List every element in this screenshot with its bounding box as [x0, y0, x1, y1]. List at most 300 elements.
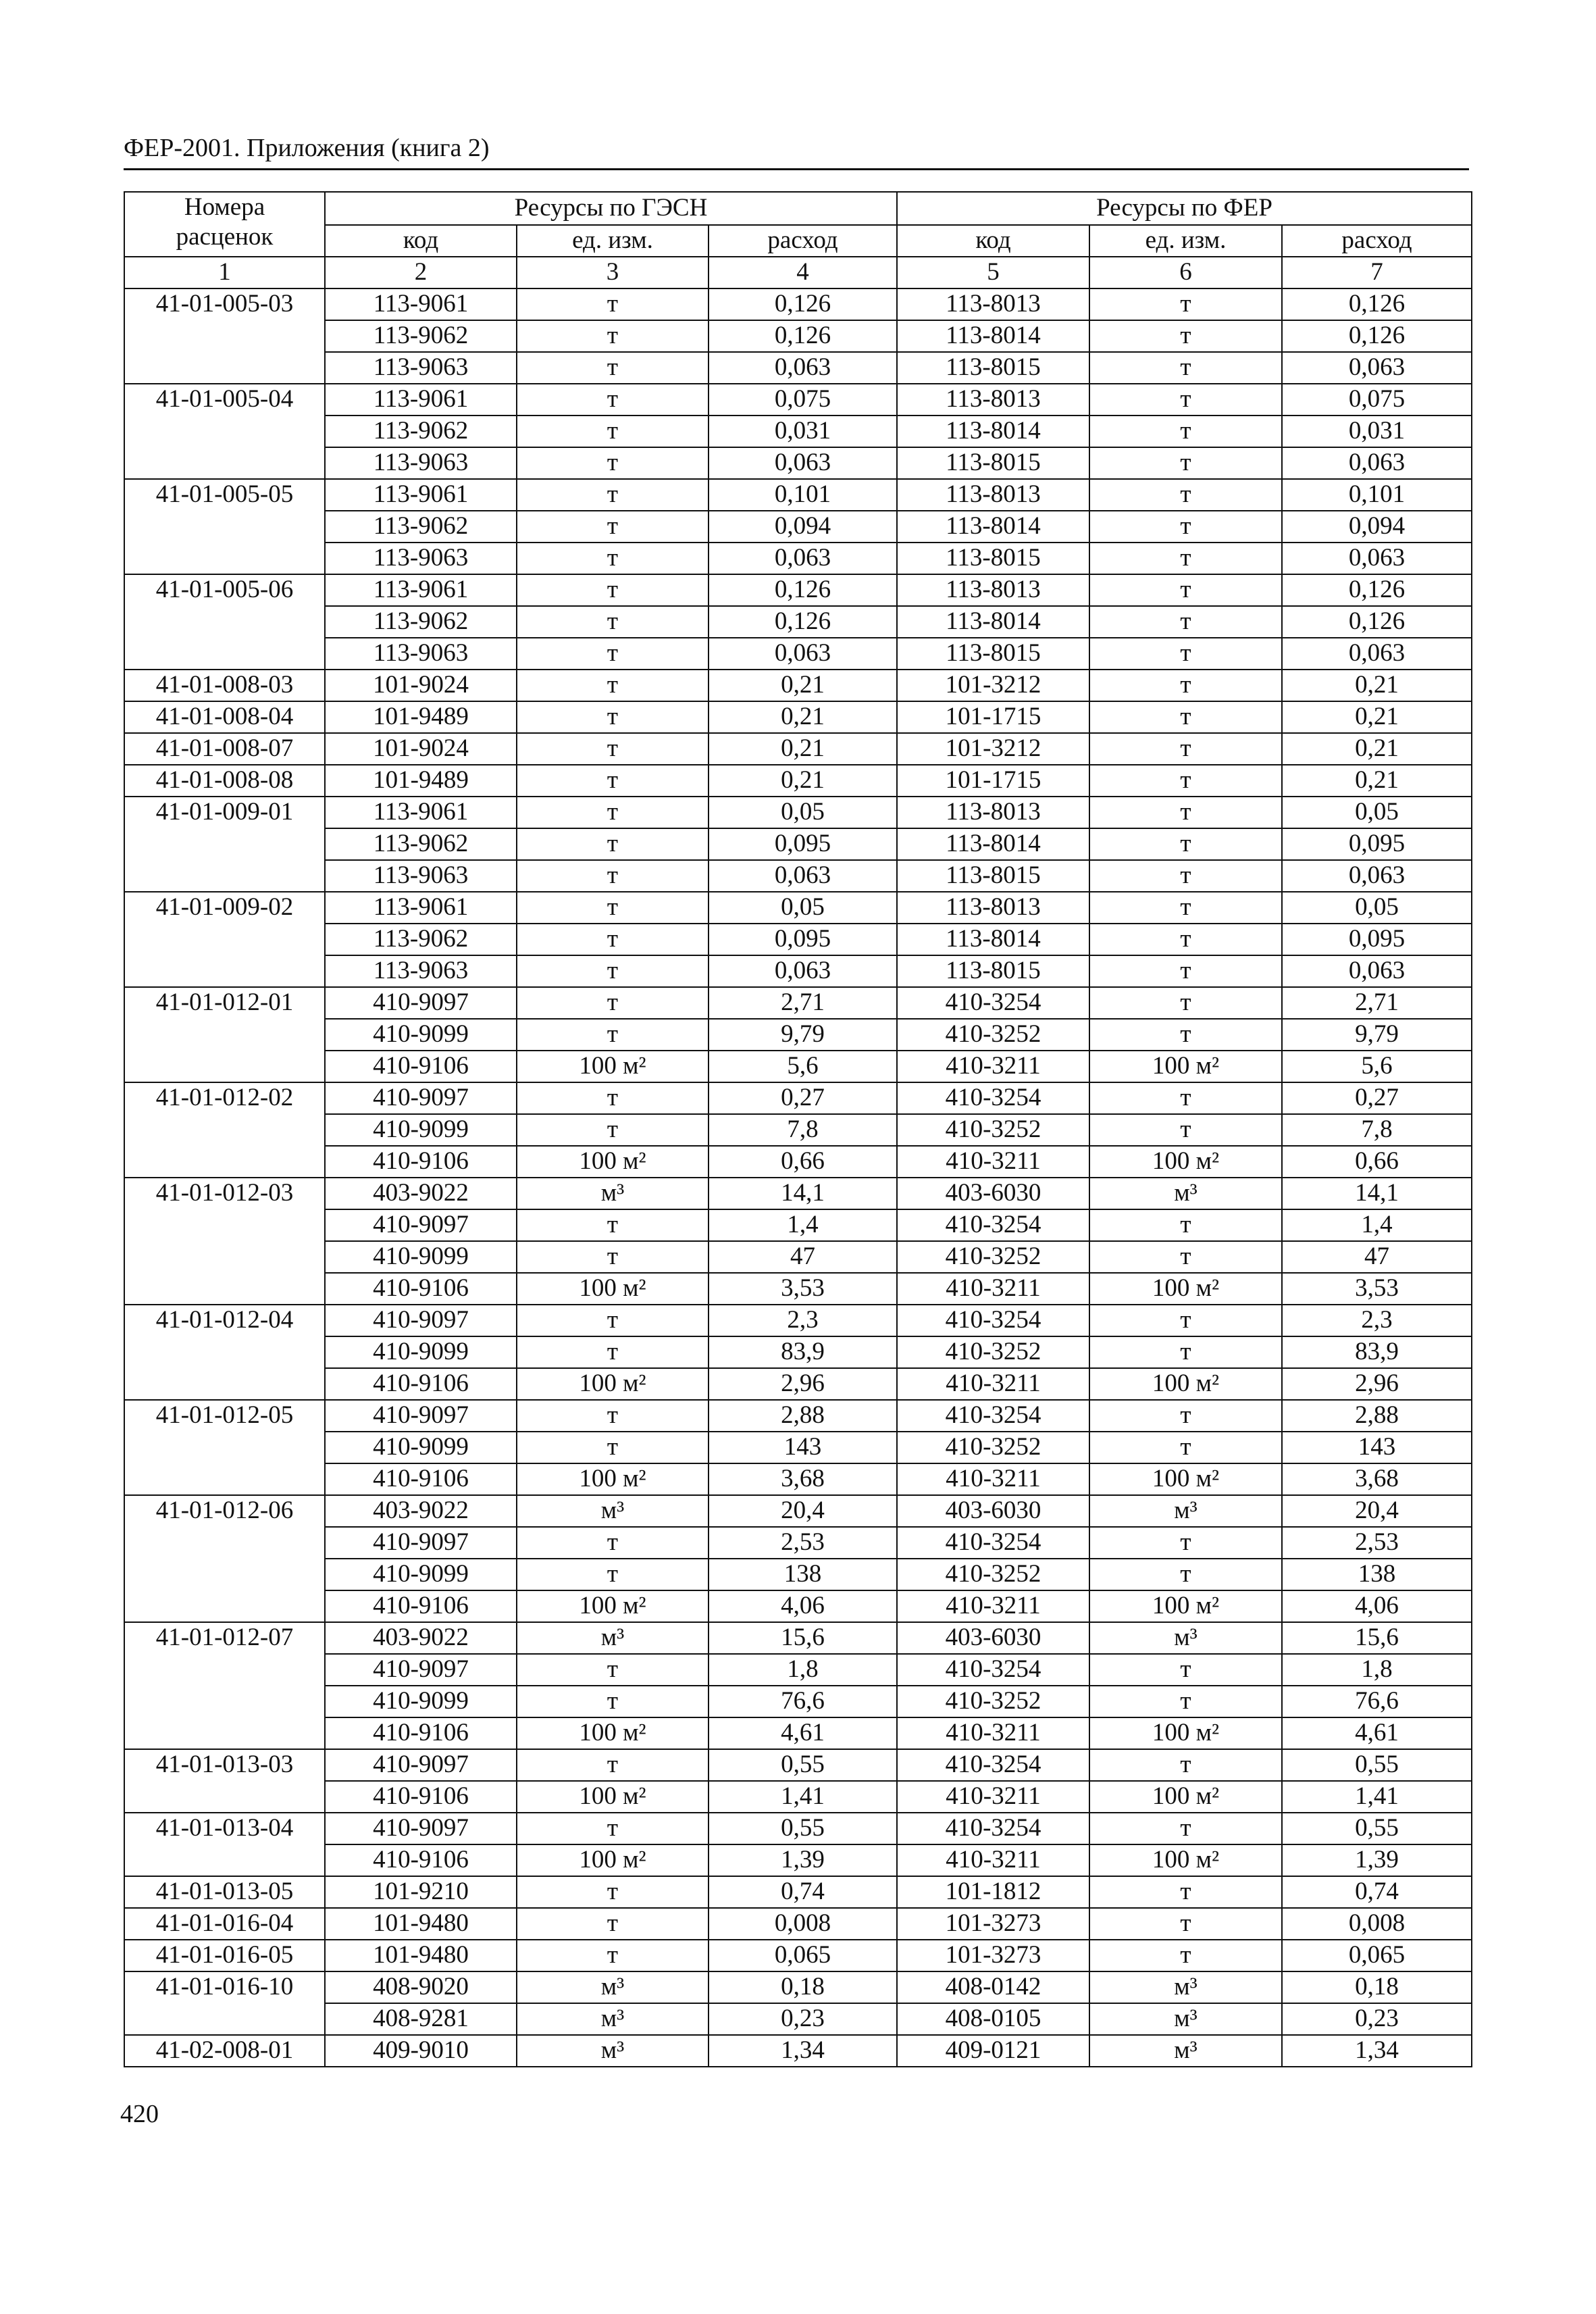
gesn-unit-cell: т — [517, 1209, 709, 1241]
fer-code-cell: 113-8014 — [897, 924, 1089, 955]
fer-code-cell: 113-8015 — [897, 860, 1089, 892]
fer-unit-cell: м³ — [1089, 1495, 1282, 1527]
gesn-amount-cell: 4,06 — [709, 1590, 897, 1622]
table-row — [124, 511, 1472, 543]
column-number: 7 — [1282, 257, 1472, 288]
fer-code-cell: 113-8015 — [897, 543, 1089, 574]
table-row — [124, 1495, 1472, 1527]
gesn-amount-cell: 76,6 — [709, 1686, 897, 1717]
fer-unit-cell: 100 м² — [1089, 1146, 1282, 1178]
fer-code-cell: 410-3254 — [897, 1749, 1089, 1781]
fer-amount-cell: 3,53 — [1282, 1273, 1472, 1305]
fer-code-cell: 410-3252 — [897, 1432, 1089, 1463]
table-row — [124, 1051, 1472, 1082]
gesn-unit-cell: т — [517, 447, 709, 479]
gesn-code-cell: 409-9010 — [325, 2035, 517, 2067]
rate-number-cell: 41-01-009-02 — [124, 892, 325, 987]
fer-amount-cell: 0,095 — [1282, 828, 1472, 860]
fer-unit-cell: т — [1089, 543, 1282, 574]
fer-code-cell: 101-1812 — [897, 1876, 1089, 1908]
gesn-code-cell: 410-9106 — [325, 1146, 517, 1178]
rate-number-cell: 41-01-012-05 — [124, 1400, 325, 1495]
table-row — [124, 670, 1472, 701]
gesn-unit-cell: т — [517, 670, 709, 701]
gesn-amount-cell: 138 — [709, 1559, 897, 1590]
fer-unit-cell: т — [1089, 765, 1282, 797]
table-row — [124, 1082, 1472, 1114]
fer-amount-cell: 0,008 — [1282, 1908, 1472, 1940]
fer-unit-cell: т — [1089, 701, 1282, 733]
table-row — [124, 416, 1472, 447]
table-body — [124, 288, 1472, 2067]
fer-amount-cell: 83,9 — [1282, 1336, 1472, 1368]
gesn-code-cell: 410-9106 — [325, 1051, 517, 1082]
gesn-unit-cell: т — [517, 1527, 709, 1559]
gesn-code-cell: 410-9106 — [325, 1717, 517, 1749]
table-row — [124, 1178, 1472, 1209]
fer-unit-cell: т — [1089, 352, 1282, 384]
gesn-unit-cell: т — [517, 701, 709, 733]
gesn-amount-cell: 0,126 — [709, 606, 897, 638]
fer-amount-cell: 0,063 — [1282, 543, 1472, 574]
gesn-code-cell: 410-9097 — [325, 1749, 517, 1781]
gesn-amount-cell: 143 — [709, 1432, 897, 1463]
gesn-unit-cell: т — [517, 797, 709, 828]
rate-number-cell: 41-01-013-03 — [124, 1749, 325, 1813]
fer-unit-cell: т — [1089, 1749, 1282, 1781]
fer-amount-cell: 0,21 — [1282, 701, 1472, 733]
table-row — [124, 1527, 1472, 1559]
table-row — [124, 574, 1472, 606]
gesn-amount-cell: 47 — [709, 1241, 897, 1273]
fer-amount-cell: 0,101 — [1282, 479, 1472, 511]
table-row — [124, 2035, 1472, 2067]
gesn-code-cell: 410-9099 — [325, 1019, 517, 1051]
column-number: 3 — [517, 257, 709, 288]
gesn-code-cell: 113-9062 — [325, 828, 517, 860]
column-number: 6 — [1089, 257, 1282, 288]
gesn-code-cell: 410-9099 — [325, 1559, 517, 1590]
fer-unit-cell: 100 м² — [1089, 1590, 1282, 1622]
header-rule — [124, 168, 1469, 170]
gesn-code-cell: 113-9062 — [325, 606, 517, 638]
fer-code-cell: 409-0121 — [897, 2035, 1089, 2067]
gesn-code-header: код — [325, 225, 517, 257]
fer-unit-cell: м³ — [1089, 1178, 1282, 1209]
fer-code-cell: 410-3211 — [897, 1051, 1089, 1082]
fer-amount-cell: 0,031 — [1282, 416, 1472, 447]
fer-amount-cell: 0,55 — [1282, 1749, 1472, 1781]
fer-amount-cell: 4,61 — [1282, 1717, 1472, 1749]
gesn-amount-cell: 0,031 — [709, 416, 897, 447]
table-row — [124, 1844, 1472, 1876]
gesn-unit-cell: т — [517, 987, 709, 1019]
fer-amount-cell: 0,094 — [1282, 511, 1472, 543]
fer-unit-cell: т — [1089, 987, 1282, 1019]
table-row — [124, 828, 1472, 860]
gesn-unit-cell: т — [517, 384, 709, 416]
gesn-amount-cell: 1,34 — [709, 2035, 897, 2067]
table-row — [124, 447, 1472, 479]
gesn-unit-cell: т — [517, 1305, 709, 1336]
gesn-code-cell: 403-9022 — [325, 1622, 517, 1654]
fer-unit-cell: 100 м² — [1089, 1717, 1282, 1749]
rate-number-cell: 41-01-008-07 — [124, 733, 325, 765]
table-row — [124, 1019, 1472, 1051]
fer-unit-cell: т — [1089, 1813, 1282, 1844]
gesn-unit-cell: 100 м² — [517, 1146, 709, 1178]
fer-unit-cell: т — [1089, 892, 1282, 924]
fer-amount-cell: 0,126 — [1282, 320, 1472, 352]
fer-unit-cell: т — [1089, 288, 1282, 320]
rate-number-cell: 41-01-013-04 — [124, 1813, 325, 1876]
column-number: 2 — [325, 257, 517, 288]
fer-amount-cell: 0,21 — [1282, 733, 1472, 765]
table-row — [124, 1908, 1472, 1940]
gesn-amount-cell: 2,71 — [709, 987, 897, 1019]
fer-amount-cell: 0,18 — [1282, 1971, 1472, 2003]
gesn-amount-cell: 0,21 — [709, 701, 897, 733]
gesn-amount-cell: 0,66 — [709, 1146, 897, 1178]
gesn-code-cell: 410-9099 — [325, 1241, 517, 1273]
gesn-unit-cell: т — [517, 479, 709, 511]
gesn-unit-cell: 100 м² — [517, 1368, 709, 1400]
table-row — [124, 1336, 1472, 1368]
gesn-unit-cell: т — [517, 1336, 709, 1368]
table-row — [124, 1209, 1472, 1241]
fer-unit-cell: т — [1089, 511, 1282, 543]
table-row — [124, 384, 1472, 416]
table-row — [124, 352, 1472, 384]
rate-number-header-text: Номера расценок — [176, 193, 274, 251]
fer-code-cell: 410-3252 — [897, 1114, 1089, 1146]
gesn-amount-header: расход — [709, 225, 897, 257]
gesn-amount-cell: 83,9 — [709, 1336, 897, 1368]
gesn-code-cell: 113-9061 — [325, 384, 517, 416]
gesn-code-cell: 410-9099 — [325, 1114, 517, 1146]
resources-table — [124, 191, 1472, 2067]
fer-code-cell: 101-3273 — [897, 1908, 1089, 1940]
table-row — [124, 1622, 1472, 1654]
fer-amount-cell: 0,126 — [1282, 606, 1472, 638]
fer-amount-cell: 2,88 — [1282, 1400, 1472, 1432]
fer-amount-cell: 0,063 — [1282, 638, 1472, 670]
fer-unit-cell: т — [1089, 1114, 1282, 1146]
rate-number-cell: 41-01-016-04 — [124, 1908, 325, 1940]
table-row — [124, 1749, 1472, 1781]
gesn-amount-cell: 3,53 — [709, 1273, 897, 1305]
table-row — [124, 1876, 1472, 1908]
fer-unit-cell: т — [1089, 1908, 1282, 1940]
table-row — [124, 320, 1472, 352]
gesn-amount-cell: 2,53 — [709, 1527, 897, 1559]
gesn-code-cell: 113-9062 — [325, 511, 517, 543]
fer-amount-cell: 0,21 — [1282, 765, 1472, 797]
table-row — [124, 1717, 1472, 1749]
table-row — [124, 1654, 1472, 1686]
fer-unit-cell: т — [1089, 606, 1282, 638]
gesn-unit-cell: т — [517, 1241, 709, 1273]
rate-number-cell: 41-01-012-07 — [124, 1622, 325, 1749]
fer-unit-cell: т — [1089, 1305, 1282, 1336]
fer-unit-cell: т — [1089, 479, 1282, 511]
fer-code-cell: 113-8013 — [897, 288, 1089, 320]
fer-code-cell: 410-3254 — [897, 1305, 1089, 1336]
fer-unit-cell: т — [1089, 1209, 1282, 1241]
rate-number-cell: 41-01-013-05 — [124, 1876, 325, 1908]
fer-amount-cell: 0,126 — [1282, 574, 1472, 606]
fer-amount-cell: 138 — [1282, 1559, 1472, 1590]
gesn-amount-cell: 0,74 — [709, 1876, 897, 1908]
gesn-unit-cell: т — [517, 1114, 709, 1146]
fer-code-cell: 410-3254 — [897, 1654, 1089, 1686]
gesn-code-cell: 410-9106 — [325, 1273, 517, 1305]
fer-code-cell: 410-3211 — [897, 1146, 1089, 1178]
fer-code-cell: 410-3211 — [897, 1590, 1089, 1622]
fer-code-cell: 113-8014 — [897, 416, 1089, 447]
gesn-amount-cell: 0,126 — [709, 574, 897, 606]
fer-unit-cell: т — [1089, 638, 1282, 670]
fer-unit-cell: т — [1089, 574, 1282, 606]
gesn-code-cell: 101-9489 — [325, 765, 517, 797]
fer-code-cell: 410-3254 — [897, 1400, 1089, 1432]
gesn-code-cell: 113-9063 — [325, 860, 517, 892]
fer-code-cell: 113-8013 — [897, 384, 1089, 416]
rate-number-cell: 41-01-012-06 — [124, 1495, 325, 1622]
fer-amount-cell: 7,8 — [1282, 1114, 1472, 1146]
gesn-amount-cell: 0,063 — [709, 352, 897, 384]
gesn-unit-cell: т — [517, 606, 709, 638]
fer-code-cell: 113-8015 — [897, 447, 1089, 479]
rate-number-cell: 41-01-012-02 — [124, 1082, 325, 1178]
fer-code-header: код — [897, 225, 1089, 257]
fer-amount-cell: 2,3 — [1282, 1305, 1472, 1336]
gesn-amount-cell: 0,21 — [709, 765, 897, 797]
fer-code-cell: 410-3252 — [897, 1336, 1089, 1368]
fer-amount-cell: 2,53 — [1282, 1527, 1472, 1559]
gesn-code-cell: 113-9061 — [325, 479, 517, 511]
gesn-unit-cell: 100 м² — [517, 1844, 709, 1876]
fer-code-cell: 403-6030 — [897, 1178, 1089, 1209]
fer-unit-cell: т — [1089, 1336, 1282, 1368]
gesn-unit-cell: т — [517, 1432, 709, 1463]
fer-unit-cell: т — [1089, 1654, 1282, 1686]
fer-unit-cell: 100 м² — [1089, 1463, 1282, 1495]
gesn-amount-cell: 0,126 — [709, 320, 897, 352]
fer-amount-header: расход — [1282, 225, 1472, 257]
gesn-code-cell: 113-9061 — [325, 574, 517, 606]
table-row — [124, 987, 1472, 1019]
fer-unit-cell: 100 м² — [1089, 1781, 1282, 1813]
fer-unit-cell: т — [1089, 416, 1282, 447]
table-row — [124, 606, 1472, 638]
fer-unit-cell: т — [1089, 320, 1282, 352]
gesn-unit-cell: т — [517, 1654, 709, 1686]
gesn-amount-cell: 0,063 — [709, 543, 897, 574]
table-row — [124, 1463, 1472, 1495]
gesn-unit-cell: т — [517, 543, 709, 574]
fer-unit-cell: т — [1089, 1686, 1282, 1717]
gesn-amount-cell: 0,21 — [709, 670, 897, 701]
fer-unit-cell: т — [1089, 1876, 1282, 1908]
fer-amount-cell: 5,6 — [1282, 1051, 1472, 1082]
fer-code-cell: 113-8014 — [897, 511, 1089, 543]
fer-code-cell: 101-3273 — [897, 1940, 1089, 1971]
header-row-groups — [124, 192, 1472, 225]
table-row — [124, 892, 1472, 924]
fer-code-cell: 113-8013 — [897, 574, 1089, 606]
fer-code-cell: 113-8014 — [897, 320, 1089, 352]
fer-code-cell: 410-3211 — [897, 1463, 1089, 1495]
rate-number-cell: 41-01-005-05 — [124, 479, 325, 574]
gesn-code-cell: 113-9063 — [325, 543, 517, 574]
gesn-unit-cell: м³ — [517, 1178, 709, 1209]
fer-amount-cell: 20,4 — [1282, 1495, 1472, 1527]
fer-code-cell: 101-3212 — [897, 670, 1089, 701]
gesn-unit-cell: т — [517, 1559, 709, 1590]
gesn-code-cell: 403-9022 — [325, 1178, 517, 1209]
gesn-unit-cell: м³ — [517, 2035, 709, 2067]
fer-code-cell: 113-8013 — [897, 797, 1089, 828]
fer-code-cell: 408-0105 — [897, 2003, 1089, 2035]
fer-unit-cell: т — [1089, 1241, 1282, 1273]
gesn-amount-cell: 0,095 — [709, 924, 897, 955]
gesn-code-cell: 410-9097 — [325, 1400, 517, 1432]
table-row — [124, 701, 1472, 733]
gesn-code-cell: 410-9097 — [325, 987, 517, 1019]
fer-amount-cell: 0,095 — [1282, 924, 1472, 955]
fer-code-cell: 410-3254 — [897, 1082, 1089, 1114]
gesn-amount-cell: 0,55 — [709, 1749, 897, 1781]
table-row — [124, 955, 1472, 987]
gesn-unit-cell: 100 м² — [517, 1717, 709, 1749]
gesn-group-header: Ресурсы по ГЭСН — [325, 192, 897, 225]
fer-group-header: Ресурсы по ФЕР — [897, 192, 1472, 225]
fer-unit-cell: 100 м² — [1089, 1273, 1282, 1305]
fer-amount-cell: 4,06 — [1282, 1590, 1472, 1622]
page-number: 420 — [120, 2100, 159, 2128]
gesn-amount-cell: 0,063 — [709, 638, 897, 670]
gesn-code-cell: 101-9210 — [325, 1876, 517, 1908]
gesn-code-cell: 113-9063 — [325, 638, 517, 670]
fer-unit-cell: т — [1089, 384, 1282, 416]
gesn-code-cell: 410-9099 — [325, 1686, 517, 1717]
fer-amount-cell: 0,05 — [1282, 797, 1472, 828]
rate-number-cell: 41-01-005-03 — [124, 288, 325, 384]
gesn-amount-cell: 0,075 — [709, 384, 897, 416]
gesn-unit-cell: т — [517, 1813, 709, 1844]
gesn-code-cell: 410-9106 — [325, 1463, 517, 1495]
fer-code-cell: 101-1715 — [897, 701, 1089, 733]
gesn-code-cell: 410-9106 — [325, 1368, 517, 1400]
table-row — [124, 797, 1472, 828]
fer-amount-cell: 0,126 — [1282, 288, 1472, 320]
table-row — [124, 479, 1472, 511]
gesn-amount-cell: 0,095 — [709, 828, 897, 860]
fer-unit-cell: м³ — [1089, 2035, 1282, 2067]
gesn-amount-cell: 0,55 — [709, 1813, 897, 1844]
gesn-amount-cell: 2,3 — [709, 1305, 897, 1336]
rate-number-cell: 41-01-008-03 — [124, 670, 325, 701]
gesn-code-cell: 113-9061 — [325, 892, 517, 924]
fer-amount-cell: 0,063 — [1282, 955, 1472, 987]
fer-code-cell: 403-6030 — [897, 1622, 1089, 1654]
fer-code-cell: 410-3254 — [897, 1527, 1089, 1559]
gesn-amount-cell: 3,68 — [709, 1463, 897, 1495]
gesn-code-cell: 410-9106 — [325, 1590, 517, 1622]
fer-unit-cell: т — [1089, 924, 1282, 955]
gesn-code-cell: 403-9022 — [325, 1495, 517, 1527]
gesn-unit-cell: т — [517, 733, 709, 765]
gesn-amount-cell: 9,79 — [709, 1019, 897, 1051]
table-row — [124, 1305, 1472, 1336]
gesn-amount-cell: 4,61 — [709, 1717, 897, 1749]
gesn-code-cell: 410-9097 — [325, 1305, 517, 1336]
fer-amount-cell: 47 — [1282, 1241, 1472, 1273]
rate-number-cell: 41-01-012-01 — [124, 987, 325, 1082]
column-number: 1 — [124, 257, 325, 288]
gesn-unit-cell: т — [517, 1019, 709, 1051]
gesn-unit-cell: 100 м² — [517, 1273, 709, 1305]
fer-code-cell: 403-6030 — [897, 1495, 1089, 1527]
gesn-code-cell: 101-9489 — [325, 701, 517, 733]
fer-amount-cell: 14,1 — [1282, 1178, 1472, 1209]
fer-unit-cell: т — [1089, 447, 1282, 479]
fer-unit-header: ед. изм. — [1089, 225, 1282, 257]
gesn-amount-cell: 0,063 — [709, 860, 897, 892]
fer-unit-cell: м³ — [1089, 1971, 1282, 2003]
fer-amount-cell: 2,96 — [1282, 1368, 1472, 1400]
gesn-amount-cell: 15,6 — [709, 1622, 897, 1654]
gesn-code-cell: 410-9097 — [325, 1813, 517, 1844]
fer-code-cell: 113-8015 — [897, 352, 1089, 384]
fer-code-cell: 410-3252 — [897, 1686, 1089, 1717]
table-row — [124, 860, 1472, 892]
gesn-amount-cell: 0,27 — [709, 1082, 897, 1114]
table-row — [124, 543, 1472, 574]
gesn-unit-cell: т — [517, 1876, 709, 1908]
fer-unit-cell: т — [1089, 1019, 1282, 1051]
fer-amount-cell: 1,34 — [1282, 2035, 1472, 2067]
gesn-code-cell: 113-9061 — [325, 288, 517, 320]
table-row — [124, 733, 1472, 765]
fer-code-cell: 113-8014 — [897, 828, 1089, 860]
gesn-code-cell: 408-9281 — [325, 2003, 517, 2035]
fer-amount-cell: 0,27 — [1282, 1082, 1472, 1114]
fer-code-cell: 410-3211 — [897, 1273, 1089, 1305]
fer-code-cell: 410-3254 — [897, 1209, 1089, 1241]
gesn-unit-cell: т — [517, 892, 709, 924]
gesn-unit-cell: т — [517, 1082, 709, 1114]
gesn-amount-cell: 2,88 — [709, 1400, 897, 1432]
gesn-code-cell: 410-9097 — [325, 1082, 517, 1114]
gesn-unit-cell: м³ — [517, 1622, 709, 1654]
fer-amount-cell: 0,21 — [1282, 670, 1472, 701]
fer-amount-cell: 15,6 — [1282, 1622, 1472, 1654]
gesn-code-cell: 410-9099 — [325, 1432, 517, 1463]
fer-amount-cell: 1,41 — [1282, 1781, 1472, 1813]
gesn-code-cell: 113-9063 — [325, 352, 517, 384]
gesn-unit-cell: 100 м² — [517, 1463, 709, 1495]
gesn-amount-cell: 0,063 — [709, 955, 897, 987]
fer-code-cell: 410-3211 — [897, 1717, 1089, 1749]
gesn-amount-cell: 1,39 — [709, 1844, 897, 1876]
table-row — [124, 1114, 1472, 1146]
fer-unit-cell: т — [1089, 1400, 1282, 1432]
gesn-unit-cell: т — [517, 1940, 709, 1971]
fer-unit-cell: 100 м² — [1089, 1051, 1282, 1082]
table-row — [124, 1432, 1472, 1463]
